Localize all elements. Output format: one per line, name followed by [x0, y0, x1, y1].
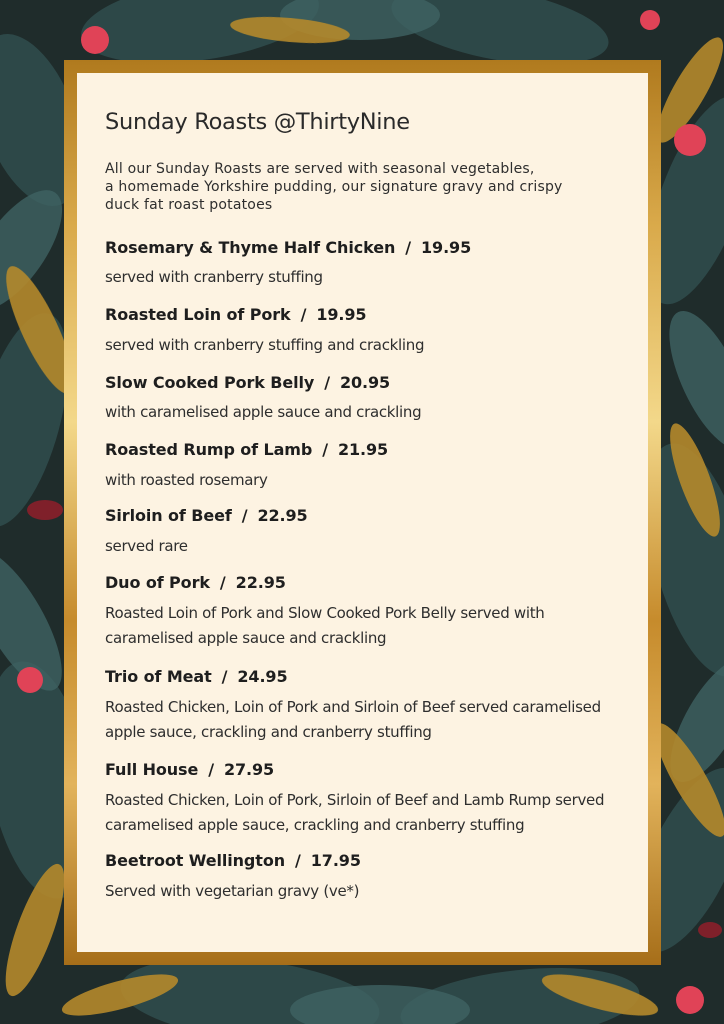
description-line: caramelised apple sauce, crackling and cranberry stuffing: [105, 816, 525, 834]
item-title: Full House: [105, 760, 199, 779]
menu-item-description: [105, 400, 645, 425]
intro-line: All our Sunday Roasts are served with seasonal vegetables,: [105, 161, 535, 177]
description-line: with caramelised apple sauce and crackling: [105, 403, 422, 421]
item-price: 19.95: [316, 305, 367, 324]
menu-item-description: [105, 265, 645, 290]
price-separator: /: [324, 373, 330, 392]
intro-line: a homemade Yorkshire pudding, our signature gravy and crispy: [105, 179, 563, 195]
menu-item-description: [105, 468, 645, 493]
description-line: apple sauce, crackling and cranberry stuffing: [105, 723, 432, 741]
price-separator: /: [300, 305, 307, 324]
item-price: 22.95: [257, 506, 308, 525]
menu-item-name: [105, 760, 274, 779]
gold-frame: [64, 60, 661, 965]
description-line: Served with vegetarian gravy (ve*): [105, 882, 360, 900]
price-separator: /: [221, 667, 228, 686]
description-line: served with cranberry stuffing and crackling: [105, 336, 425, 354]
item-price: 19.95: [421, 238, 472, 257]
menu-item-name: [105, 305, 366, 324]
item-title: Trio of Meat: [105, 667, 212, 686]
description-line: served rare: [105, 537, 188, 555]
item-price: 22.95: [235, 573, 286, 592]
description-line: Roasted Loin of Pork and Slow Cooked Pork Belly served with: [105, 604, 545, 622]
menu-item-description: [105, 534, 645, 559]
intro-text: [105, 160, 625, 214]
menu-item-description: [105, 788, 645, 838]
menu-panel: [77, 73, 648, 952]
menu-item-description: [105, 601, 645, 651]
menu-item-description: [105, 333, 645, 358]
menu-item-name: [105, 667, 288, 686]
price-separator: /: [322, 440, 328, 459]
menu-item-name: [105, 851, 361, 870]
intro-line: duck fat roast potatoes: [105, 197, 273, 213]
menu-item-name: [105, 373, 390, 392]
menu-item-description: [105, 695, 645, 745]
price-separator: /: [241, 506, 248, 525]
description-line: served with cranberry stuffing: [105, 268, 323, 286]
price-separator: /: [219, 573, 226, 592]
menu-item-description: [105, 879, 645, 904]
menu-item-name: [105, 440, 388, 459]
price-separator: /: [295, 851, 301, 870]
page-title: Sunday Roasts @ThirtyNine: [105, 109, 410, 135]
item-title: Sirloin of Beef: [105, 506, 232, 525]
item-title: Duo of Pork: [105, 573, 210, 592]
price-separator: /: [405, 238, 412, 257]
description-line: Roasted Chicken, Loin of Pork and Sirloin of Beef served caramelised: [105, 698, 601, 716]
item-price: 20.95: [339, 373, 391, 392]
item-price: 24.95: [237, 667, 288, 686]
item-price: 17.95: [310, 851, 361, 870]
item-title: Slow Cooked Pork Belly: [105, 373, 315, 392]
description-line: with roasted rosemary: [105, 471, 268, 489]
description-line: Roasted Chicken, Loin of Pork, Sirloin of Beef and Lamb Rump served: [105, 791, 605, 809]
item-title: Roasted Loin of Pork: [105, 305, 291, 324]
price-separator: /: [208, 760, 214, 779]
menu-item-name: [105, 238, 471, 257]
item-title: Rosemary & Thyme Half Chicken: [105, 238, 396, 257]
item-title: Roasted Rump of Lamb: [105, 440, 313, 459]
item-price: 27.95: [223, 760, 275, 779]
item-title: Beetroot Wellington: [105, 851, 285, 870]
menu-item-name: [105, 573, 286, 592]
item-price: 21.95: [337, 440, 389, 459]
description-line: caramelised apple sauce and crackling: [105, 629, 387, 647]
menu-item-name: [105, 506, 308, 525]
